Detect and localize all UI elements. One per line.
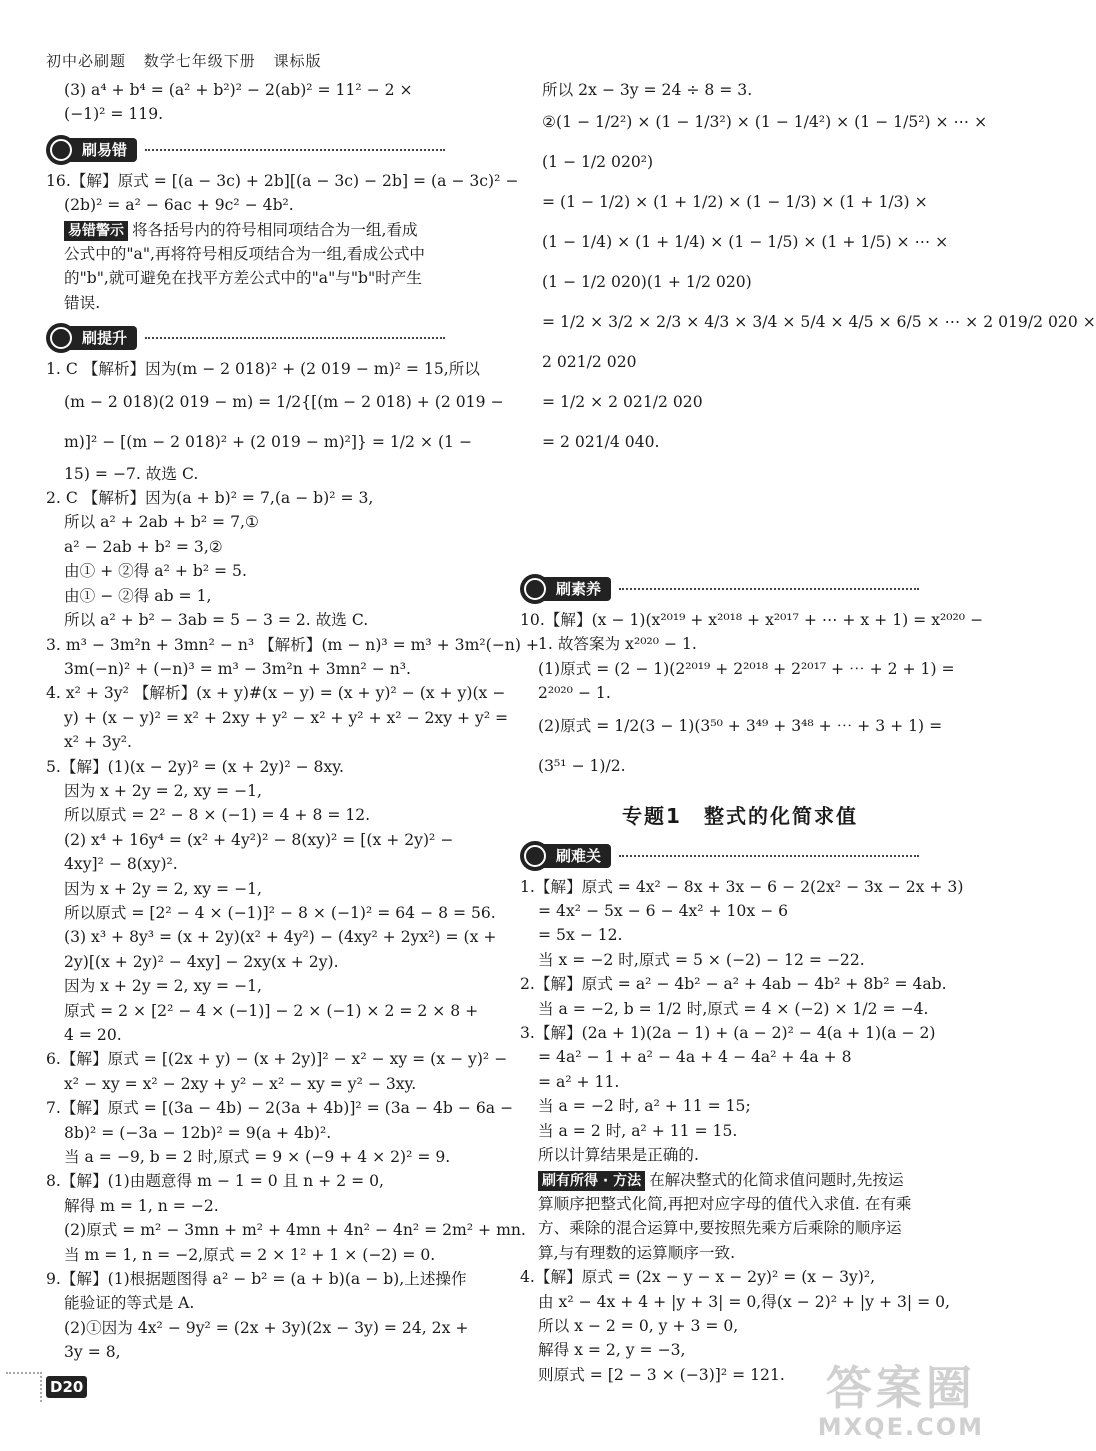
text-line: 8b)² = (−3a − 12b)² = 9(a + 4b)². [64,1123,332,1142]
text-line: 当 a = 2 时, a² + 11 = 15. [538,1121,738,1140]
text-line: (m − 2 018)(2 019 − m) = 1/2{[(m − 2 018) + (2 019 − [64,392,504,411]
text-line: (1 − 1/2 020)(1 + 1/2 020) [542,273,752,292]
text-line: 所以 x − 2 = 0, y + 3 = 0, [538,1316,739,1335]
text-line: m)]² − [(m − 2 018)² + (2 019 − m)²]} = 1/2 × (1 − [64,432,472,451]
text-line: 所以计算结果是正确的. [538,1146,699,1165]
text-line: 所以 a² + 2ab + b² = 7,① [64,513,259,532]
text-line: 9.【解】(1)根据题图得 a² − b² = (a + b)(a − b),上述操作 [46,1270,467,1289]
text-line: 当 x = −2 时,原式 = 5 × (−2) − 12 = −22. [538,950,865,969]
text-line: = 4a² − 1 + a² − 4a + 4 − 4a² + 4a + 8 [538,1048,852,1067]
text-line: 5.【解】(1)(x − 2y)² = (x + 2y)² − 8xy. [46,757,344,776]
text-line: 所以 2x − 3y = 24 ÷ 8 = 3. [542,81,753,99]
badge-icon [46,135,76,165]
text-line: 1.【解】原式 = 4x² − 8x + 3x − 6 − 2(2x² − 3x − 2x + 3) [520,877,964,896]
text-line: 解得 m = 1, n = −2. [64,1196,219,1215]
text-line: 4 = 20. [64,1026,122,1044]
text-line: 由 x² − 4x + 4 + |y + 3| = 0,得(x − 2)² + |y + 3| = 0, [538,1292,951,1311]
text-line: x² + 3y². [64,733,132,752]
warning-text: 将各括号内的符号相同项结合为一组,看成 [132,220,418,239]
text-line: 4xy]² − 8(xy)². [64,855,178,874]
text-line: 公式中的"a",再将符号相反项结合为一组,看成公式中 [64,245,426,264]
text-line: 2²⁰²⁰ − 1. [538,684,611,703]
subject-name: 数学七年级下册 [143,52,256,70]
section-title: 专题1 整式的化简求值 [622,803,858,828]
page-header [46,50,334,71]
text-line: y) + (x − y)² = x² + 2xy + y² − x² + y² + x² − 2xy + y² = [64,708,509,727]
text-line: 因为 x + 2y = 2, xy = −1, [64,781,262,800]
text-line: 由① − ②得 ab = 1, [64,586,212,605]
badge-icon [520,574,550,604]
text-line: 算顺序把整式化简,再把对应字母的值代入求值. 在有乘 [538,1194,912,1213]
text-line: = 5x − 12. [538,926,623,945]
text-line: 1. C 【解析】因为(m − 2 018)² + (2 019 − m)² = 15,所以 [46,360,480,379]
text-line: (2)①因为 4x² − 9y² = (2x + 3y)(2x − 3y) = 24, 2x + [64,1318,469,1337]
text-line: 4.【解】原式 = (2x − y − x − 2y)² = (x − 3y)², [520,1268,876,1287]
text-line: (2b)² = a² − 6ac + 9c² − 4b². [64,196,294,215]
badge-label: 刷提升 [68,326,137,350]
text-line: 3y = 8, [64,1343,121,1362]
text-line: 由① + ②得 a² + b² = 5. [64,562,247,581]
text-line: 的"b",就可避免在找平方差公式中的"a"与"b"时产生 [64,269,422,288]
text-line: 原式 = 2 × [2² − 4 × (−1)] − 2 × (−1) × 2 = 2 × 8 + [64,1001,479,1020]
section-badge-error [46,137,445,163]
right-column-top [520,78,1096,462]
edition-name: 课标版 [273,52,322,70]
section-badge-hard [520,843,919,869]
text-line: 16.【解】原式 = [(a − 3c) + 2b][(a − 3c) − 2b] = (a − 3c)² − [46,171,519,190]
text-line: 4. x² + 3y² 【解析】(x + y)#(x − y) = (x + y)² − (x + y)(x − [46,684,506,703]
text-line: (3) a⁴ + b⁴ = (a² + b²)² − 2(ab)² = 11² − 2 × [64,81,413,99]
badge-label: 刷易错 [68,138,137,162]
text-line: 3. m³ − 3m²n + 3mn² − n³ 【解析】(m − n)³ = m³ + 3m²(−n) + [46,635,539,654]
text-line: (1)原式 = (2 − 1)(2²⁰¹⁹ + 2²⁰¹⁸ + 2²⁰¹⁷ + ⋯ + 2 + 1) = [538,659,955,678]
text-line: 当 a = −2, b = 1/2 时,原式 = 4 × (−2) × 1/2 = −4. [538,999,929,1018]
right-column-bottom [520,566,984,1387]
text-line: (2)原式 = m² − 3mn + m² + 4mn + 4n² − 4n² = 2m² + mn. [64,1221,526,1240]
text-line: 8.【解】(1)由题意得 m − 1 = 0 且 n + 2 = 0, [46,1172,384,1191]
text-line: (2) x⁴ + 16y⁴ = (x² + 4y²)² − 8(xy)² = [(x + 2y)² − [64,830,454,849]
text-line: 2.【解】原式 = a² − 4b² − a² + 4ab − 4b² + 8b² = 4ab. [520,975,947,994]
text-line: 7.【解】原式 = [(3a − 4b) − 2(3a + 4b)]² = (3a − 4b − 6a − [46,1099,514,1118]
warning-tag: 易错警示 [64,221,128,241]
text-line: = 2 021/4 040. [542,433,660,452]
text-line: 方、乘除的混合运算中,要按照先乘方后乘除的顺序运 [538,1219,902,1238]
series-name: 初中必刷题 [46,52,127,70]
text-line: 所以原式 = 2² − 8 × (−1) = 4 + 8 = 12. [64,806,371,825]
watermark-line1: 答案圈 [825,1361,976,1415]
warning-line [46,218,486,242]
text-line: 10.【解】(x − 1)(x²⁰¹⁹ + x²⁰¹⁸ + x²⁰¹⁷ + ⋯ + x + 1) = x²⁰²⁰ − [520,611,984,629]
section-badge-improve [46,325,445,351]
text-line: 因为 x + 2y = 2, xy = −1, [64,977,262,996]
badge-label: 刷素养 [542,577,611,601]
text-line: 当 a = −2 时, a² + 11 = 15; [538,1097,751,1116]
text-line: = 1/2 × 3/2 × 2/3 × 4/3 × 3/4 × 5/4 × 4/5 × 6/5 × ⋯ × 2 019/2 020 × [542,313,1096,332]
text-line: 所以 a² + b² − 3ab = 5 − 3 = 2. 故选 C. [64,611,369,630]
method-line [520,1168,960,1192]
dotted-divider [145,337,445,339]
dotted-divider [145,149,445,151]
page-number: D20 [46,1376,87,1398]
text-line: 15) = −7. 故选 C. [64,464,199,483]
text-line: 错误. [64,293,101,312]
text-line: 能验证的等式是 A. [64,1294,195,1313]
text-line: 因为 x + 2y = 2, xy = −1, [64,879,262,898]
text-line: 解得 x = 2, y = −3, [538,1341,686,1360]
section-badge-literacy [520,576,919,602]
dotted-divider [619,588,919,590]
text-line: x² − xy = x² − 2xy + y² − x² − xy = y² − 3xy. [64,1074,417,1093]
dotted-divider [619,855,919,857]
watermark-line2: MXQE.COM [817,1413,984,1441]
text-line: (1 − 1/2 020²) [542,153,654,172]
corner-dot-mark [6,1372,42,1402]
text-line: 1. 故答案为 x²⁰²⁰ − 1. [538,635,697,654]
text-line: 3m(−n)² + (−n)³ = m³ − 3m²n + 3mn² − n³. [64,659,411,678]
text-line: 3.【解】(2a + 1)(2a − 1) + (a − 2)² − 4(a + 1)(a − 2) [520,1024,936,1043]
text-line: 当 m = 1, n = −2,原式 = 2 × 1² + 1 × (−2) = 0. [64,1245,436,1264]
text-line: (3) x³ + 8y³ = (x + 2y)(x² + 4y²) − (4xy² + 2yx²) = (x + [64,928,497,947]
text-line: (3⁵¹ − 1)/2. [538,756,626,775]
text-line: 2 021/2 020 [542,353,637,372]
text-line: 算,与有理数的运算顺序一致. [538,1243,736,1262]
text-line: (2)原式 = 1/2(3 − 1)(3⁵⁰ + 3⁴⁹ + 3⁴⁸ + ⋯ + 3 + 1) = [538,716,943,735]
badge-icon [520,841,550,871]
method-tag: 刷有所得 · 方法 [538,1171,645,1191]
text-line: (1 − 1/4) × (1 + 1/4) × (1 − 1/5) × (1 + 1/5) × ⋯ × [542,233,949,252]
text-line: a² − 2ab + b² = 3,② [64,537,223,556]
watermark [818,1363,984,1441]
text-line: = 4x² − 5x − 6 − 4x² + 10x − 6 [538,902,789,921]
method-text: 在解决整式的化简求值问题时,先按运 [649,1170,904,1189]
text-line: 6.【解】原式 = [(2x + y) − (x + 2y)]² − x² − xy = (x − y)² − [46,1050,508,1069]
text-line: 2y)[(x + 2y)² − 4xy] − 2xy(x + 2y). [64,952,339,971]
text-line: = (1 − 1/2) × (1 + 1/2) × (1 − 1/3) × (1 + 1/3) × [542,193,928,212]
left-column [46,78,539,1365]
text-line: 所以原式 = [2² − 4 × (−1)]² − 8 × (−1)² = 64 − 8 = 56. [64,903,496,922]
text-line: 当 a = −9, b = 2 时,原式 = 9 × (−9 + 4 × 2)² = 9. [64,1148,451,1167]
text-line: 2. C 【解析】因为(a + b)² = 7,(a − b)² = 3, [46,489,374,508]
text-line: (−1)² = 119. [64,105,164,124]
text-line: ②(1 − 1/2²) × (1 − 1/3²) × (1 − 1/4²) × (1 − 1/5²) × ⋯ × [542,113,988,132]
text-line: 则原式 = [2 − 3 × (−3)]² = 121. [538,1365,785,1384]
text-line: = a² + 11. [538,1072,620,1091]
badge-label: 刷难关 [542,844,611,868]
text-line: = 1/2 × 2 021/2 020 [542,393,703,412]
